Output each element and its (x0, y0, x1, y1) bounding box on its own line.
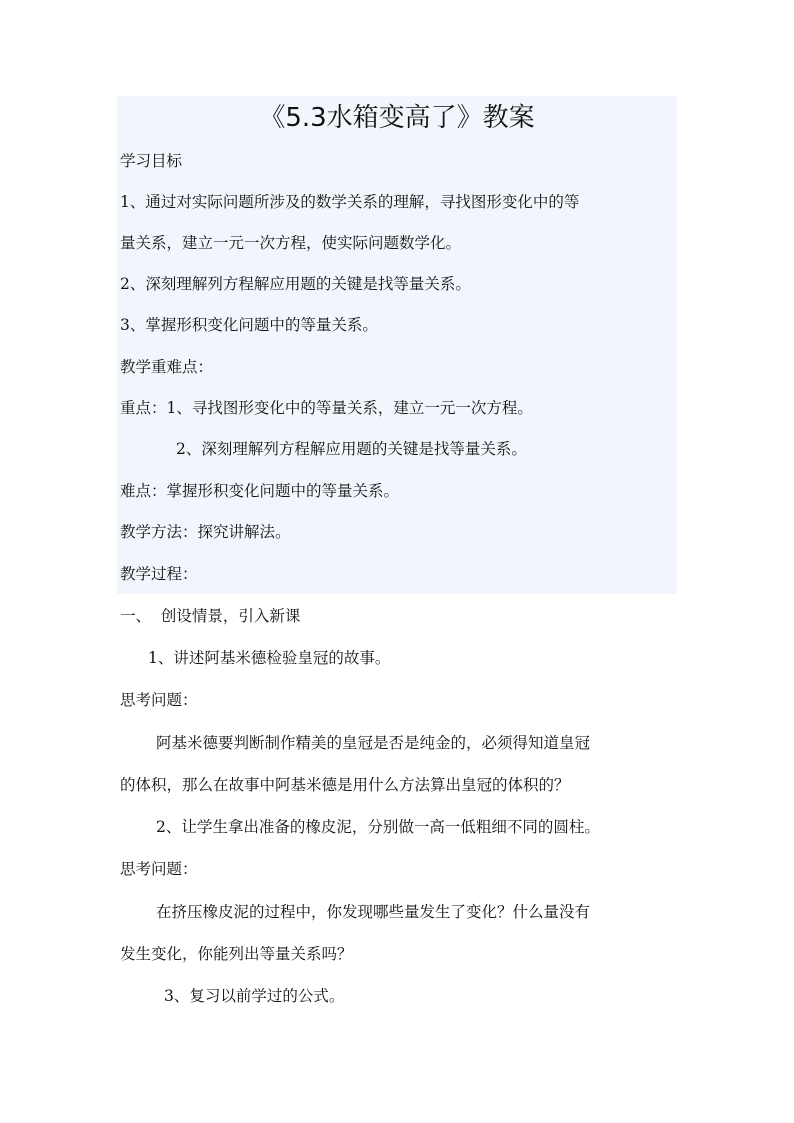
objective-1-line-2: 量关系，建立一元一次方程，使实际问题数学化。 (120, 234, 462, 252)
question-2-line-2: 发生变化，你能列出等量关系吗？ (120, 945, 353, 963)
objective-2: 2、深刻理解列方程解应用题的关键是找等量关系。 (120, 275, 471, 293)
question-1-line-1: 阿基米德要判断制作精美的皇冠是否是纯金的，必须得知道皇冠 (156, 734, 591, 752)
story-item: 1、讲述阿基米德检验皇冠的故事。 (148, 649, 391, 667)
teaching-method: 教学方法：探究讲解法。 (120, 523, 291, 541)
section-heading-key-points: 教学重难点： (120, 358, 214, 376)
section-heading-process: 教学过程： (120, 565, 198, 583)
difficult-point: 难点：掌握形积变化问题中的等量关系。 (120, 482, 400, 500)
question-2-line-1: 在挤压橡皮泥的过程中，你发现哪些量发生了变化？什么量没有 (156, 903, 591, 921)
key-point-2: 2、深刻理解列方程解应用题的关键是找等量关系。 (176, 440, 527, 458)
process-step-1-heading: 一、 创设情景，引入新课 (120, 607, 301, 625)
review-item: 3、复习以前学过的公式。 (164, 987, 345, 1005)
key-point-1: 重点：1、寻找图形变化中的等量关系，建立一元一次方程。 (120, 399, 533, 417)
think-question-label-1: 思考问题： (120, 691, 198, 709)
question-1-line-2: 的体积，那么在故事中阿基米德是用什么方法算出皇冠的体积的？ (120, 776, 570, 794)
section-heading-objectives: 学习目标 (120, 152, 183, 170)
think-question-label-2: 思考问题： (120, 860, 198, 878)
activity-item: 2、让学生拿出准备的橡皮泥，分别做一高一低粗细不同的圆柱。 (156, 818, 600, 836)
objective-3: 3、掌握形积变化问题中的等量关系。 (120, 316, 378, 334)
document-title: 《5.3水箱变高了》教案 (259, 103, 535, 133)
objective-1-line-1: 1、通过对实际问题所涉及的数学关系的理解，寻找图形变化中的等 (120, 193, 580, 211)
